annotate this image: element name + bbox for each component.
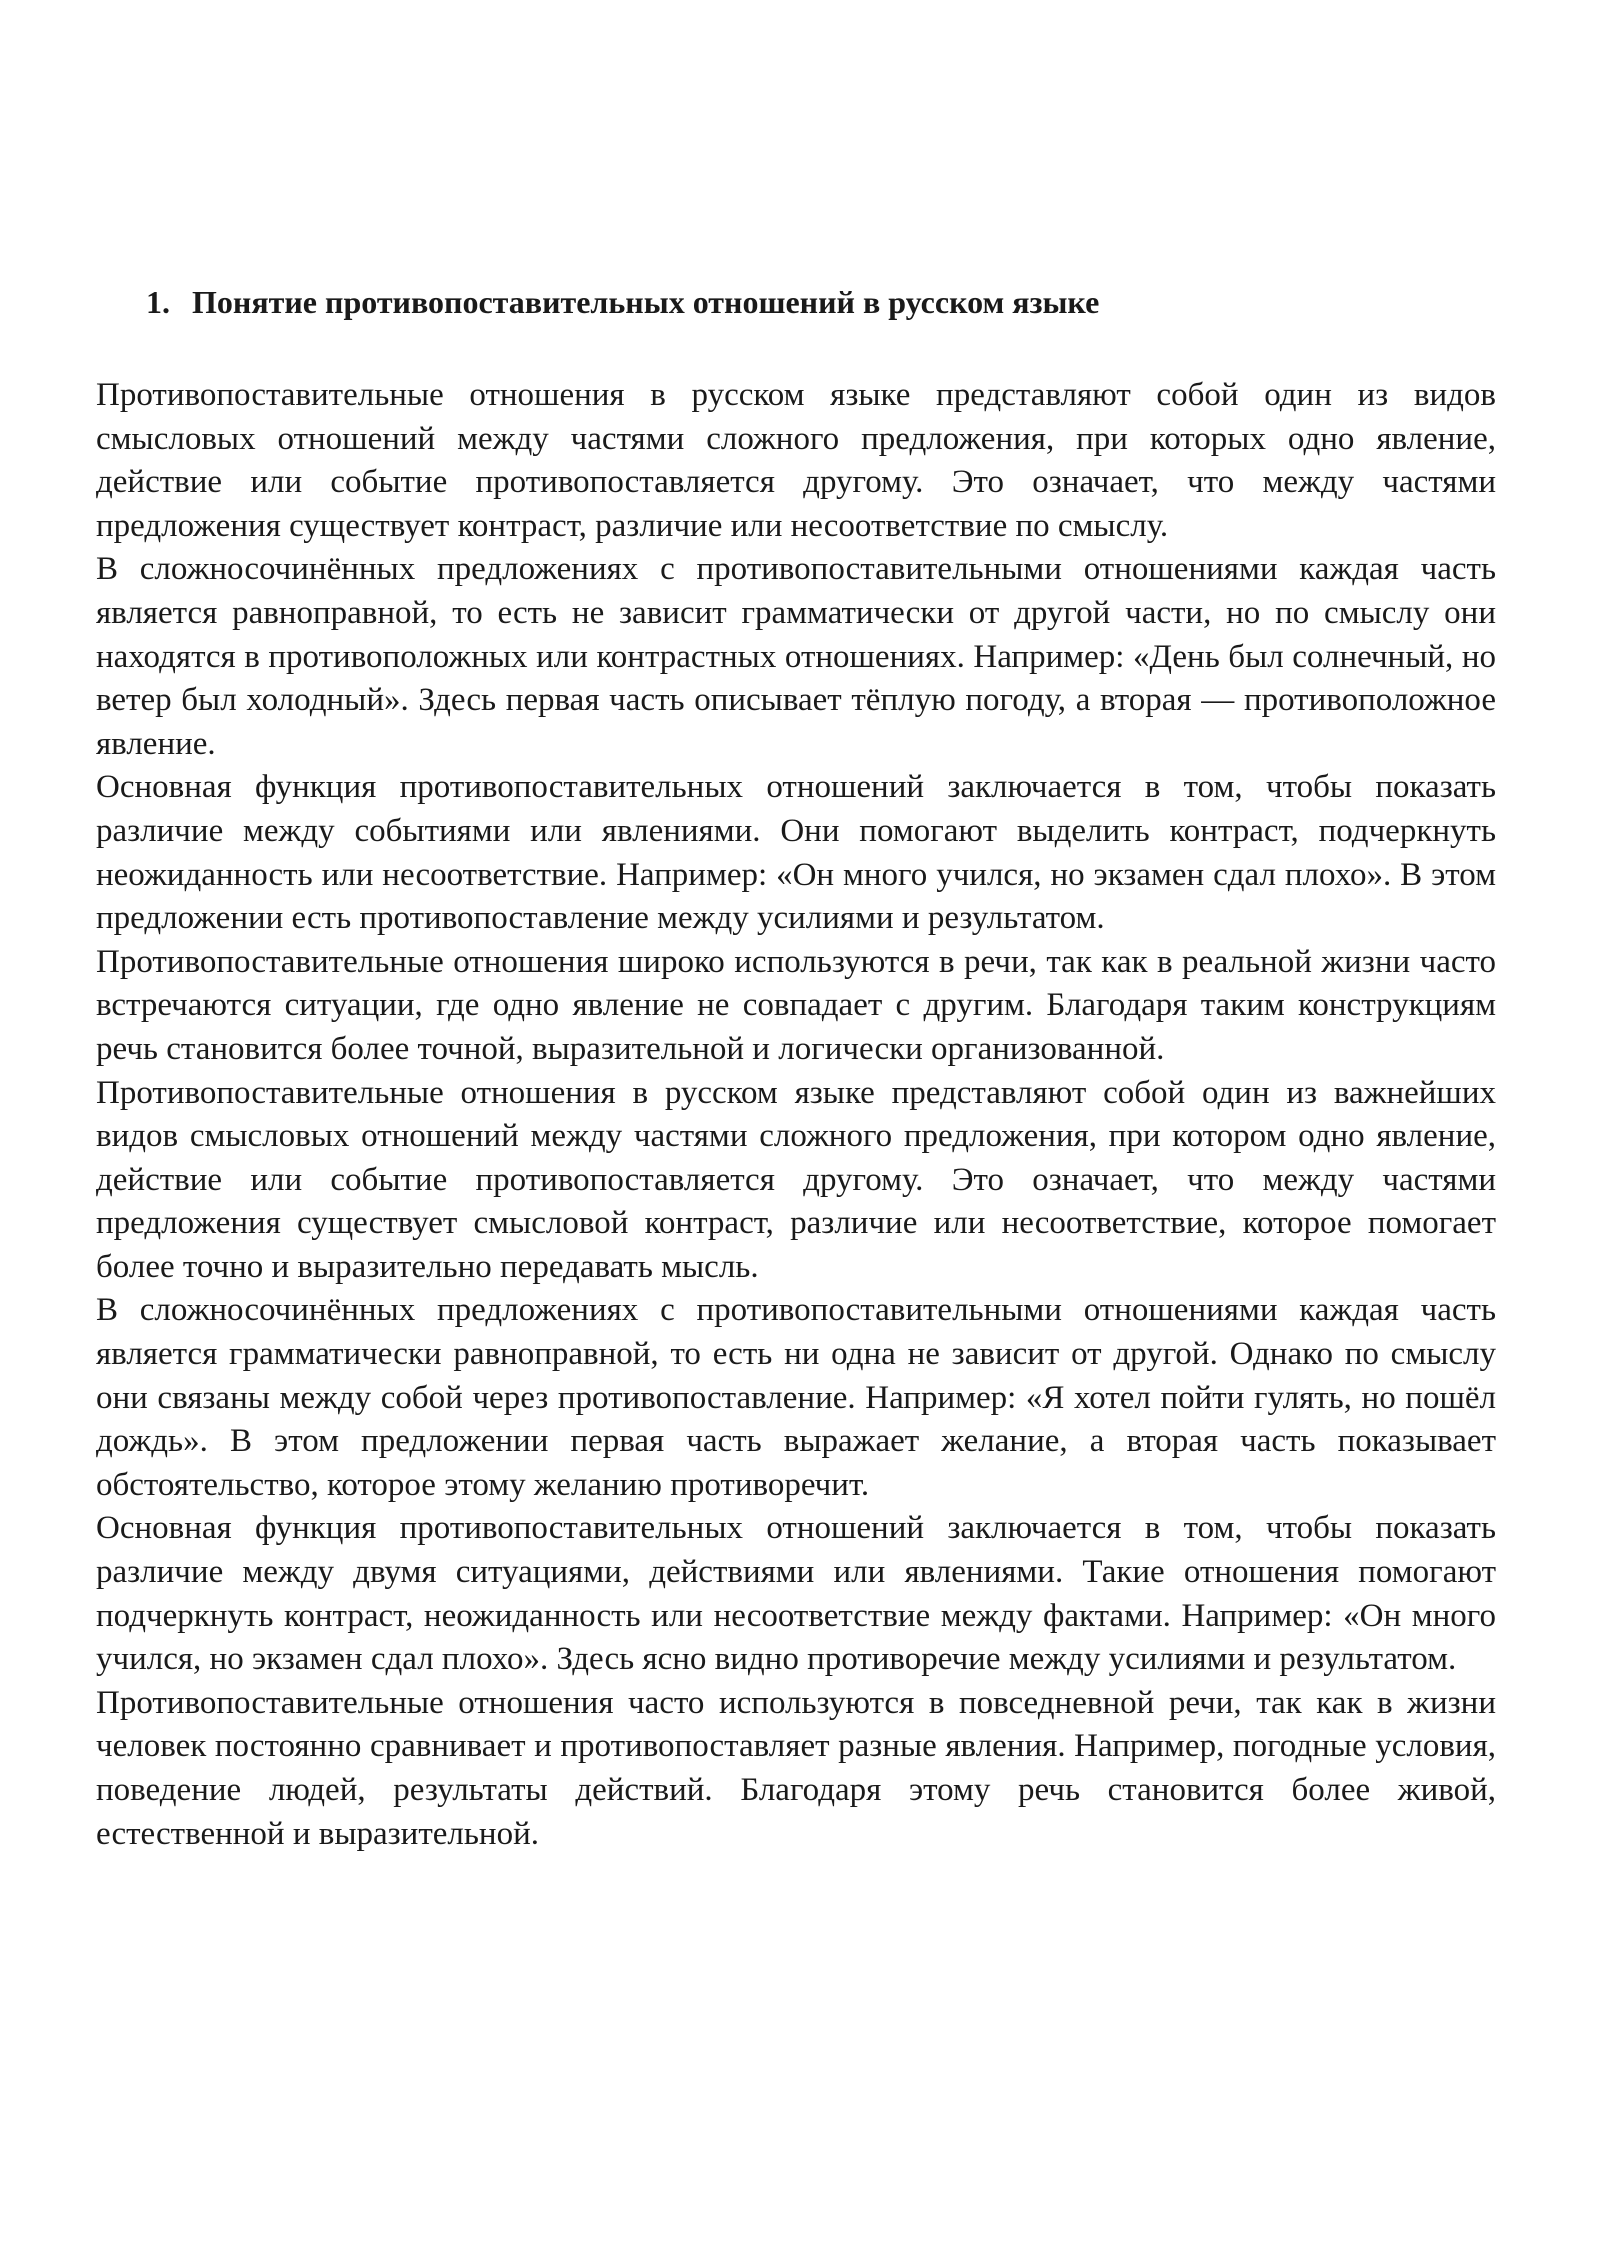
- section-title: Понятие противопоставительных отношений в русском языке: [192, 284, 1100, 320]
- paragraph-3: Основная функция противопоставительных отношений заключается в том, чтобы показать различие между событиями или явлениями. Они помогают выделить контраст, подчеркнуть неожиданность или несоответствие. Например: «Он много учился, но экзамен сдал плохо». В этом предложении есть противопоставление между усилиями и результатом.: [96, 769, 1496, 937]
- paragraph-1: Противопоставительные отношения в русском языке представляют собой один из видов смысловых отношений между частями сложного предложения, при которых одно явление, действие или событие противопоставляется другому. Это означает, что между частями предложения существует контраст, различие или несоответствие по смыслу.: [96, 377, 1496, 544]
- paragraph-7: Основная функция противопоставительных отношений заключается в том, чтобы показать различие между двумя ситуациями, действиями или явлениями. Такие отношения помогают подчеркнуть контраст, неожиданность или несоответствие между фактами. Например: «Он много учился, но экзамен сдал плохо». Здесь ясно видно противоречие между усилиями и результатом.: [96, 1510, 1496, 1678]
- document-body: [96, 278, 1496, 1856]
- paragraph-4: Противопоставительные отношения широко используются в речи, так как в реальной жизни часто встречаются ситуации, где одно явление не совпадает с другим. Благодаря таким конструкциям речь становится более точной, выразительной и логически организованной.: [96, 943, 1496, 1067]
- paragraph-8: Противопоставительные отношения часто используются в повседневной речи, так как в жизни человек постоянно сравнивает и противопоставляет разные явления. Например, погодные условия, поведение людей, результаты действий. Благодаря этому речь становится более живой, естественной и выразительной.: [96, 1684, 1496, 1852]
- paragraph-6: В сложносочинённых предложениях с противопоставительными отношениями каждая часть является грамматически равноправной, то есть ни одна не зависит от другой. Однако по смыслу они связаны между собой через противопоставление. Например: «Я хотел пойти гулять, но пошёл дождь». В этом предложении первая часть выражает желание, а вторая часть показывает обстоятельство, которое этому желанию противоречит.: [96, 1292, 1496, 1503]
- section-heading: [146, 278, 1496, 326]
- paragraph-2: В сложносочинённых предложениях с противопоставительными отношениями каждая часть является равноправной, то есть не зависит грамматически от другой части, но по смыслу они находятся в противоположных или контрастных отношениях. Например: «День был солнечный, но ветер был холодный». Здесь первая часть описывает тёплую погоду, а вторая — противоположное явление.: [96, 551, 1496, 762]
- section-number: 1.: [146, 284, 170, 320]
- paragraph-5: Противопоставительные отношения в русском языке представляют собой один из важнейших видов смысловых отношений между частями сложного предложения, при котором одно явление, действие или событие противопоставляется другому. Это означает, что между частями предложения существует смысловой контраст, различие или несоответствие, которое помогает более точно и выразительно передавать мысль.: [96, 1074, 1496, 1285]
